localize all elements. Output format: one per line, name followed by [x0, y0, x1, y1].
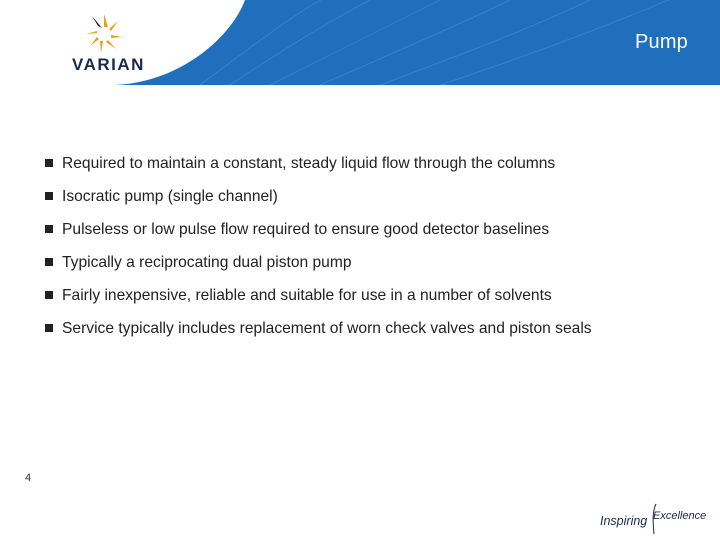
bullet-item	[45, 185, 592, 218]
slide-title: Pump	[634, 31, 688, 53]
bullet-square-icon	[45, 192, 53, 200]
tagline-logo	[596, 498, 716, 538]
bullet-square-icon	[45, 291, 53, 299]
bullet-square-icon	[45, 225, 53, 233]
tagline-excellence: Excellence	[653, 510, 707, 522]
bullet-item	[45, 251, 592, 284]
tagline-inspiring: Inspiring	[600, 514, 648, 528]
varian-star-icon	[86, 14, 122, 53]
bullet-text: Isocratic pump (single channel)	[62, 188, 278, 205]
bullet-text: Typically a reciprocating dual piston pump	[62, 254, 352, 271]
bullet-text: Fairly inexpensive, reliable and suitable for use in a number of solvents	[62, 287, 552, 304]
bullet-square-icon	[45, 324, 53, 332]
bullet-square-icon	[45, 258, 53, 266]
brand-name: VARIAN	[72, 55, 145, 74]
bullet-item	[45, 317, 592, 350]
slide-header	[0, 0, 720, 85]
bullet-item	[45, 152, 592, 185]
bullet-text: Service typically includes replacement of worn check valves and piston seals	[62, 320, 592, 337]
bullet-text: Required to maintain a constant, steady liquid flow through the columns	[62, 155, 556, 172]
page-number: 4	[25, 472, 32, 484]
bullet-item	[45, 284, 592, 317]
varian-logo	[0, 0, 170, 85]
bullet-text: Pulseless or low pulse flow required to ensure good detector baselines	[62, 221, 550, 238]
bullet-item	[45, 218, 592, 251]
bullet-square-icon	[45, 159, 53, 167]
bullet-list	[45, 152, 592, 350]
